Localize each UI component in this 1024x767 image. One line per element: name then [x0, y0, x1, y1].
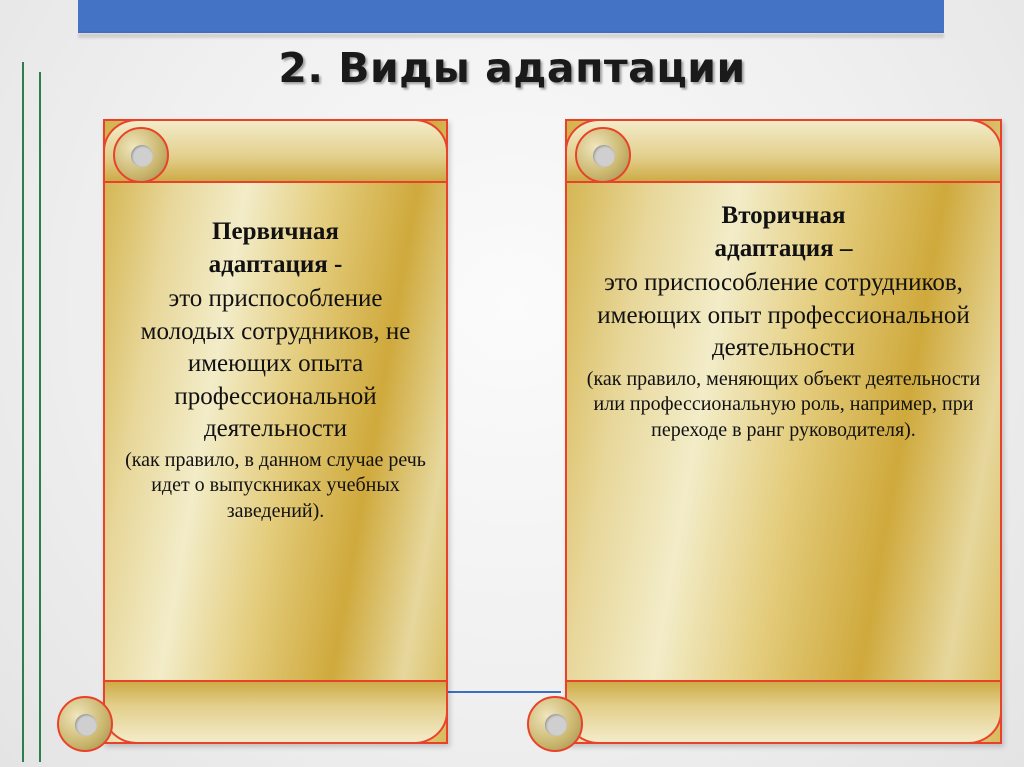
scroll-curl-hole-icon: [593, 145, 615, 167]
card-primary-body: [105, 185, 446, 678]
card-primary-adaptation: [103, 119, 448, 744]
scroll-top-curl: [103, 119, 448, 183]
decorative-vertical-line-2: [39, 72, 41, 762]
scroll-curl-knob-icon: [57, 696, 113, 752]
scroll-top-curl: [565, 119, 1002, 183]
card-secondary-text: это приспособление сотрудников, имеющих опыт профессиональной деятельности: [597, 269, 970, 361]
top-accent-bar-shadow: [78, 33, 944, 38]
connector-line: [443, 691, 561, 693]
card-primary-note: (как правило, в данном случае речь идет о выпускниках учебных заведений).: [125, 448, 426, 522]
card-primary-heading-line1: Первичная: [212, 218, 339, 245]
card-secondary-adaptation: [565, 119, 1002, 744]
card-primary-heading-line2: адаптация -: [208, 251, 343, 278]
scroll-curl-hole-icon: [131, 145, 153, 167]
scroll-curl-knob-icon: [527, 696, 583, 752]
scroll-curl-hole-icon: [75, 714, 97, 736]
scroll-curl-knob-icon: [575, 127, 631, 183]
top-accent-bar: [78, 0, 944, 33]
card-secondary-note: (как правило, меняющих объект деятельности или профессиональную роль, например, при переходе в ранг руководителя).: [586, 367, 981, 441]
scroll-curl-knob-icon: [113, 127, 169, 183]
card-secondary-heading-line2: адаптация –: [714, 235, 853, 262]
card-secondary-body: [567, 185, 1000, 678]
decorative-vertical-line-1: [22, 62, 24, 762]
page-title: 2. Виды адаптации: [278, 44, 746, 92]
card-primary-text: это приспособление молодых сотрудников, не имеющих опыта профессиональной деятельности: [140, 285, 411, 442]
scroll-bottom-curl: [565, 680, 1002, 744]
scroll-bottom-curl: [103, 680, 448, 744]
scroll-curl-hole-icon: [545, 714, 567, 736]
card-secondary-heading-line1: Вторичная: [721, 202, 846, 229]
